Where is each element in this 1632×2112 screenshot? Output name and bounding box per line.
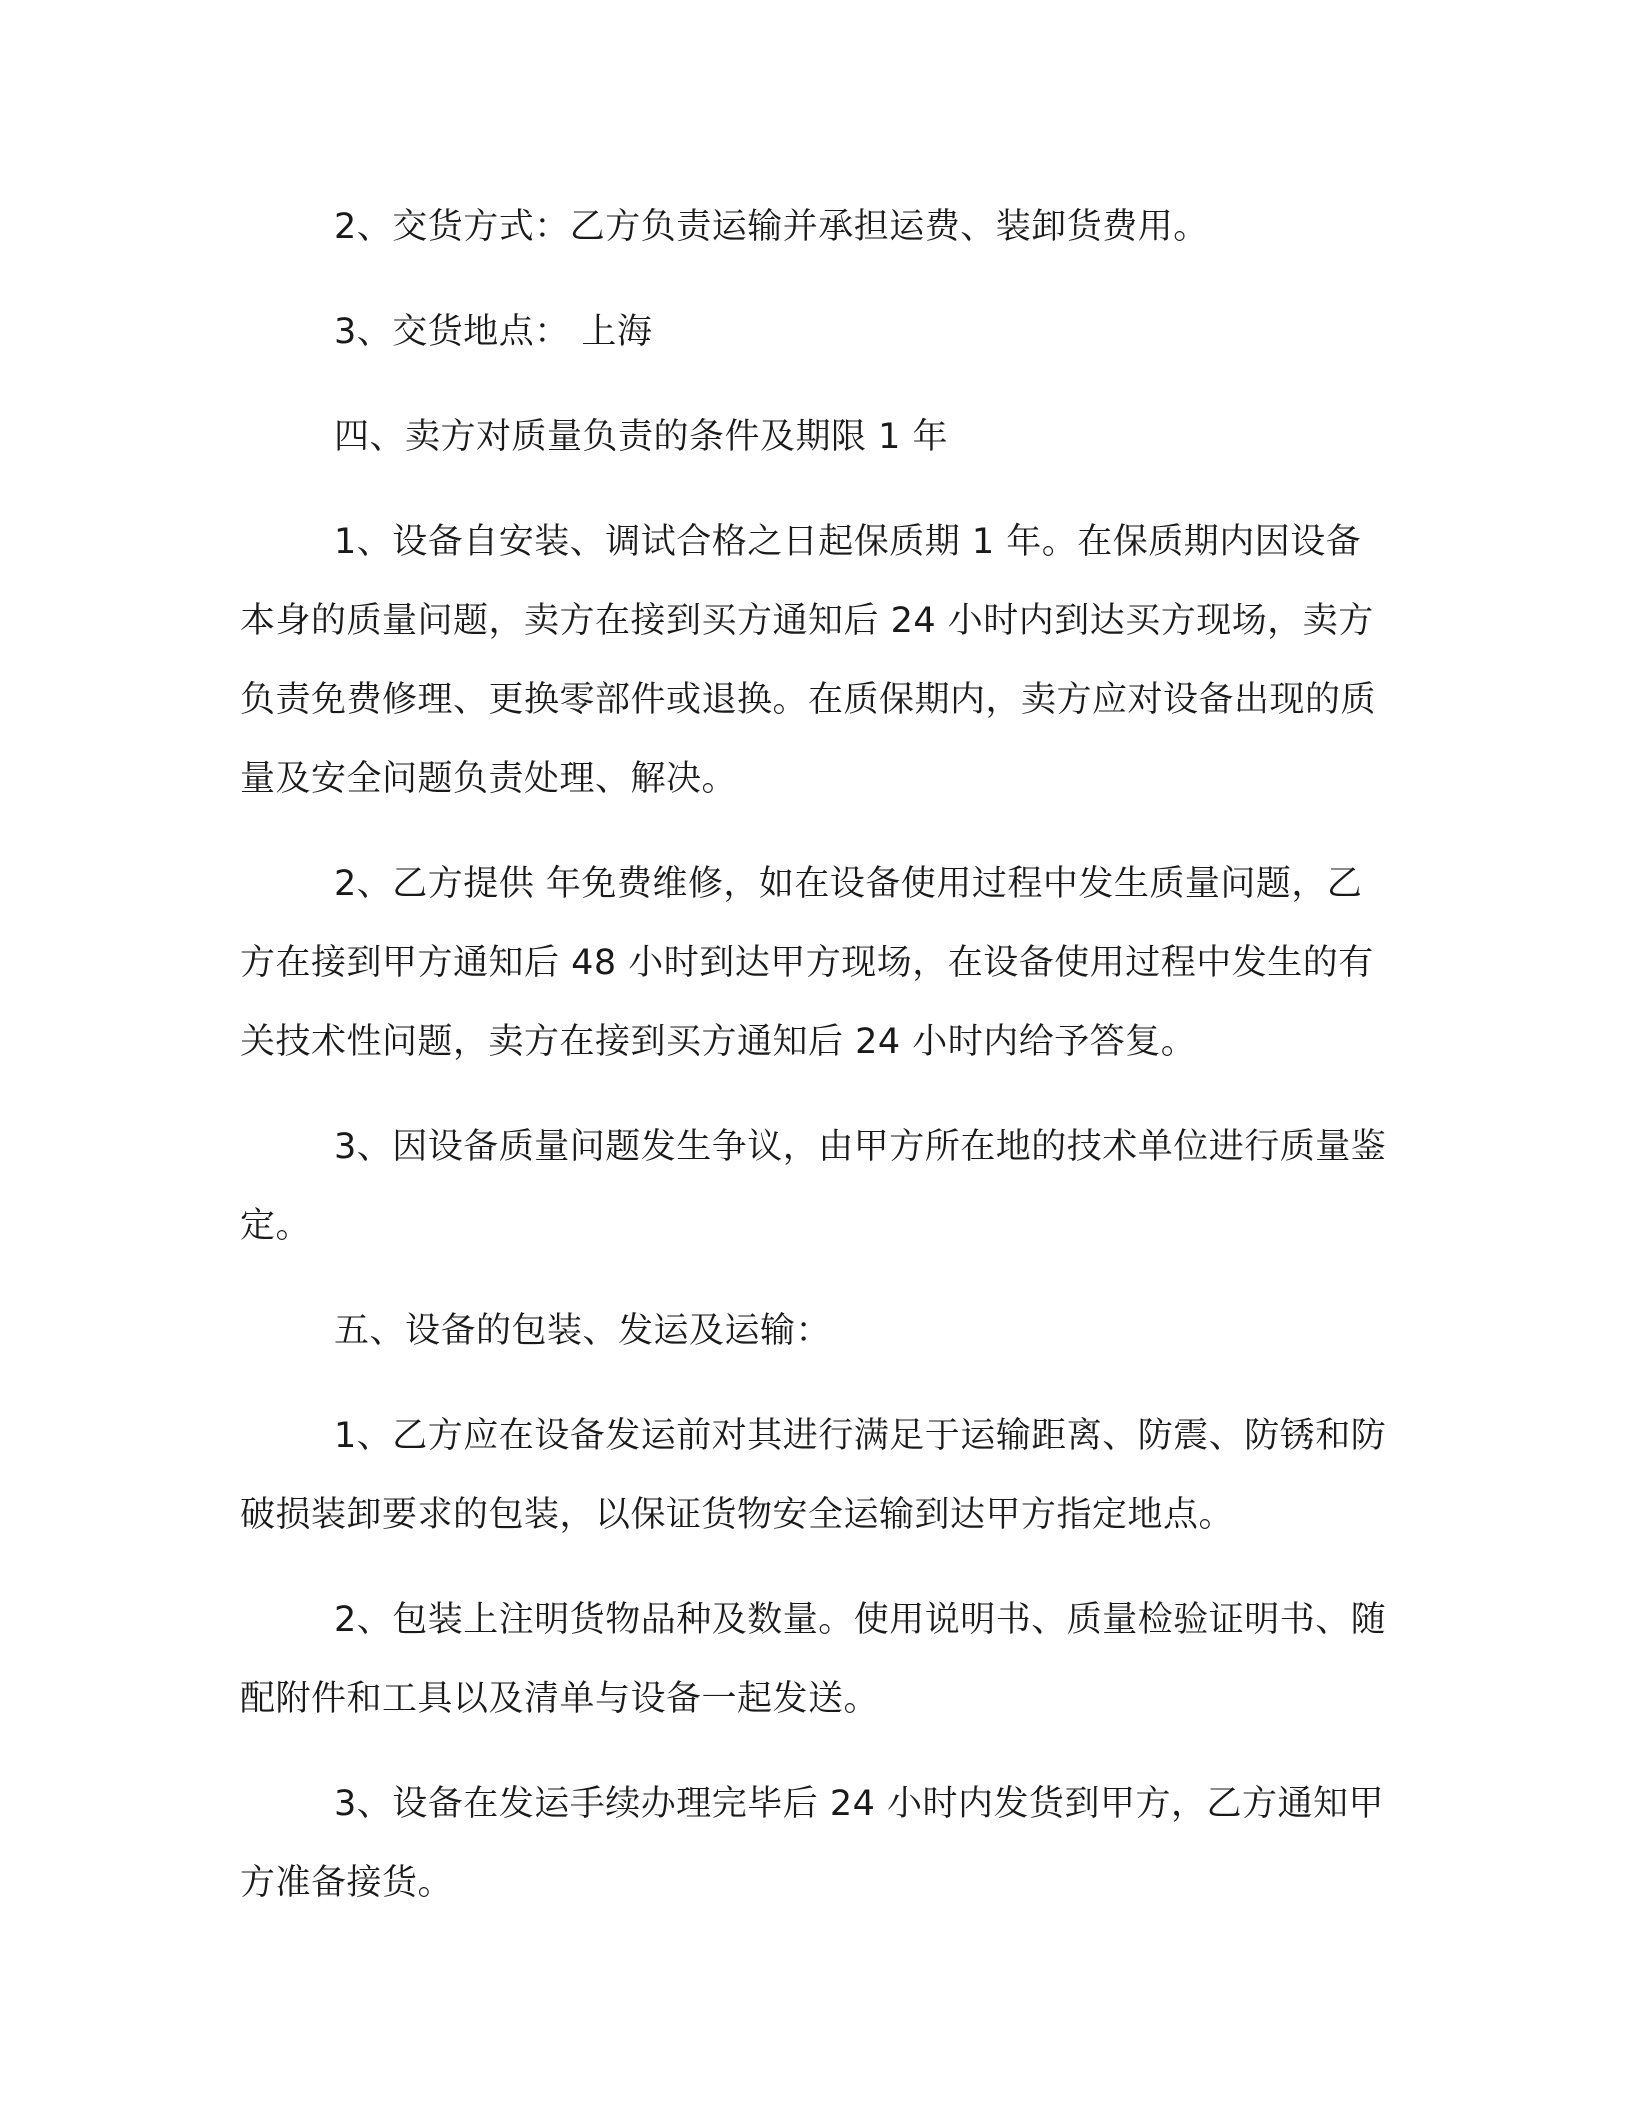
paragraph-delivery-method: 2、交货方式：乙方负责运输并承担运费、装卸货费用。: [334, 207, 1209, 247]
paragraph-quality-dispute: 3、因设备质量问题发生争议，由甲方所在地的技术单位进行质量鉴定。: [240, 1127, 1387, 1246]
paragraph-shipping-notice: 3、设备在发运手续办理完毕后 24 小时内发货到甲方，乙方通知甲方准备接货。: [240, 1784, 1385, 1903]
paragraph-packaging-labels: 2、包装上注明货物品种及数量。使用说明书、质量检验证明书、随配附件和工具以及清单与设备一起发送。: [240, 1600, 1387, 1719]
paragraph-free-maintenance: 2、乙方提供 年免费维修，如在设备使用过程中发生质量问题，乙方在接到甲方通知后 48 小时到达甲方现场，在设备使用过程中发生的有关技术性问题，卖方在接到买方通知后 24 小时内给予答复。: [240, 864, 1374, 1062]
section-heading-quality: 四、卖方对质量负责的条件及期限 1 年: [334, 417, 949, 457]
section-heading-packaging: 五、设备的包装、发运及运输：: [334, 1311, 832, 1351]
paragraph-delivery-location: 3、交货地点： 上海: [334, 312, 653, 352]
document-body: [240, 188, 1390, 1949]
paragraph-warranty-period: 1、设备自安装、调试合格之日起保质期 1 年。在保质期内因设备本身的质量问题，卖方在接到买方通知后 24 小时内到达买方现场，卖方负责免费修理、更换零部件或退换。在质保期内，卖方应对设备出现的质量及安全问题负责处理、解决。: [240, 522, 1377, 799]
paragraph-packaging-requirements: 1、乙方应在设备发运前对其进行满足于运输距离、防震、防锈和防破损装卸要求的包装，以保证货物安全运输到达甲方指定地点。: [240, 1416, 1387, 1535]
